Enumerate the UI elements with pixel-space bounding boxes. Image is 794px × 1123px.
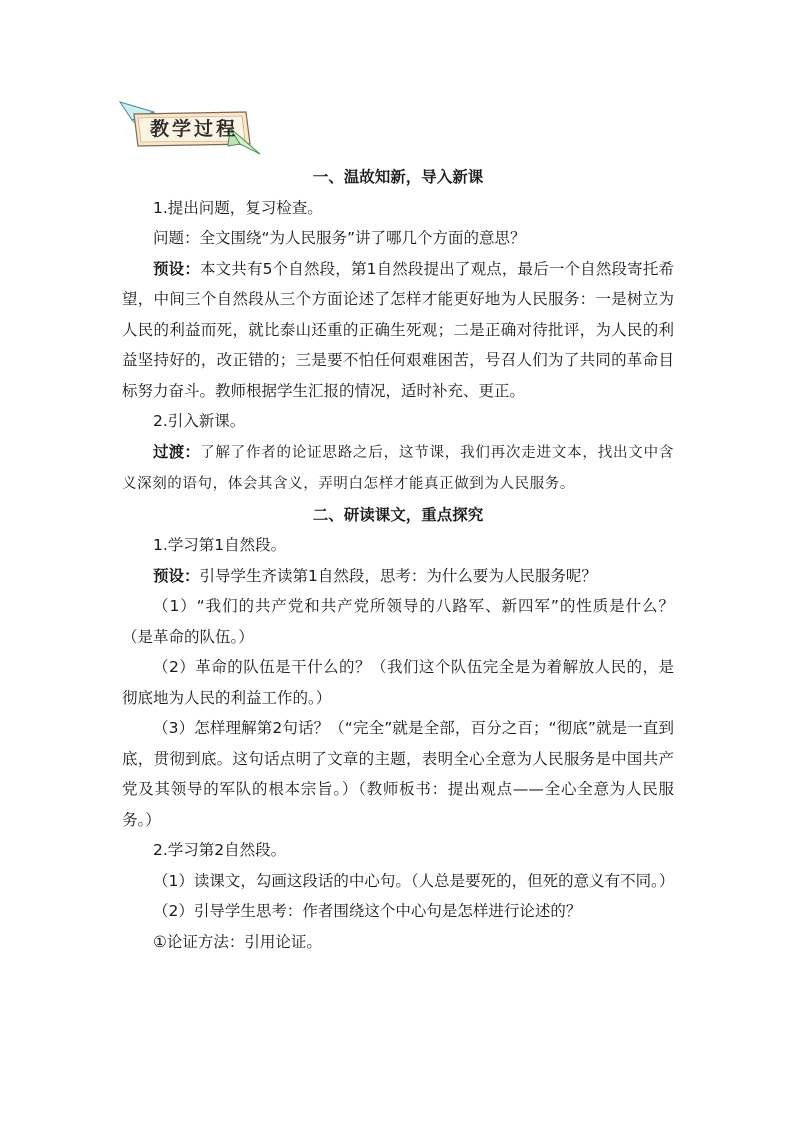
preset-paragraph bbox=[122, 561, 674, 592]
sub-question: （3）怎样理解第2句话？（“完全”就是全部，百分之百；“彻底”就是一直到底，贯彻到底。这句话点明了文章的主题，表明全心全意为人民服务是中国共产党及其领导的军队的根本宗旨。）（教师板书：提出观点——全心全意为人民服务。） bbox=[122, 719, 674, 829]
banner-title: 教学过程 bbox=[149, 118, 238, 140]
preset-paragraph bbox=[122, 254, 674, 407]
step-item: 1.提出问题，复习检查。 bbox=[153, 198, 323, 217]
step-item: 2.引入新课。 bbox=[153, 412, 246, 430]
lesson-content bbox=[122, 162, 674, 957]
sub-question: （1）“我们的共产党和共产党所领导的八路军、新四军”的性质是什么？（是革命的队伍。） bbox=[122, 597, 674, 646]
step-item: 1.学习第1自然段。 bbox=[153, 536, 287, 554]
preset-label: 预设： bbox=[153, 259, 200, 278]
sub-point: ①论证方法：引用论证。 bbox=[153, 932, 322, 951]
preset-text: 本文共有5个自然段，第1自然段提出了观点，最后一个自然段寄托希望，中间三个自然段从三个方面论述了怎样才能更好地为人民服务：一是树立为人民的利益而死，就比泰山还重的正确生死观；二是正确对待批评，为人民的利益坚持好的，改正错的；三是要不怕任何艰难困苦，号召人们为了共同的革命目标努力奋斗。教师根据学生汇报的情况，适时补充、更正。 bbox=[122, 259, 674, 400]
section-heading: 二、研读课文，重点探究 bbox=[312, 505, 484, 524]
step-item: 2.学习第2自然段。 bbox=[153, 841, 287, 859]
transition-label: 过渡： bbox=[153, 442, 201, 461]
sub-question: （1）读课文，勾画这段话的中心句。（人总是要死的，但死的意义有不同。） bbox=[153, 871, 675, 890]
teaching-process-banner bbox=[118, 98, 263, 156]
transition-text: 了解了作者的论证思路之后，这节课，我们再次走进文本，找出文中含义深刻的语句，体会其含义，弄明白怎样才能真正做到为人民服务。 bbox=[122, 444, 674, 492]
sub-question: （2）革命的队伍是干什么的？（我们这个队伍完全是为着解放人民的，是彻底地为人民的利益工作的。） bbox=[122, 658, 674, 707]
preset-text: 引导学生齐读第1自然段，思考：为什么要为人民服务呢？ bbox=[199, 566, 597, 585]
transition-paragraph bbox=[122, 437, 674, 500]
sub-question: （2）引导学生思考：作者围绕这个中心句是怎样进行论述的？ bbox=[153, 902, 582, 920]
preset-label: 预设： bbox=[153, 566, 200, 585]
question-text: 问题：全文围绕“为人民服务”讲了哪几个方面的意思？ bbox=[153, 229, 526, 247]
section-heading: 一、温故知新，导入新课 bbox=[312, 168, 484, 186]
